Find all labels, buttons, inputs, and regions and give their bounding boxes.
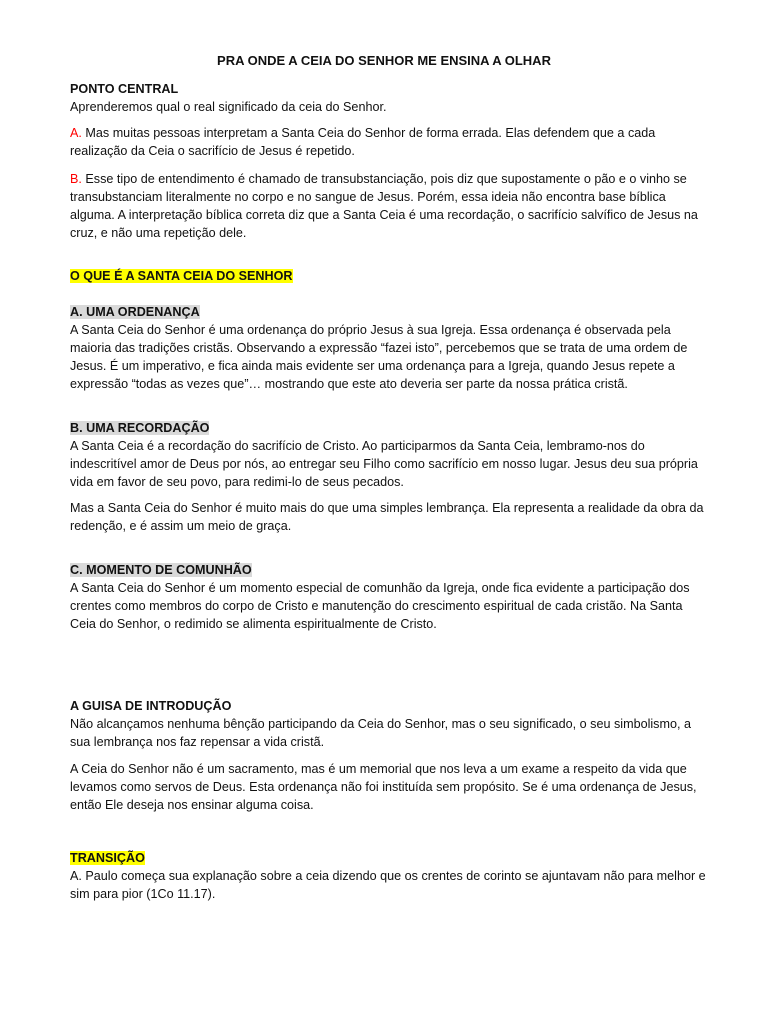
- ponto-central-heading: PONTO CENTRAL: [70, 82, 179, 96]
- section-main-heading: O QUE É A SANTA CEIA DO SENHOR: [70, 269, 293, 283]
- item-b-paragraph: [70, 170, 710, 242]
- item-b-text: Esse tipo de entendimento é chamado de transubstanciação, pois diz que supostamente o pão e o vinho se transubstanciam literalmente no corpo e no sangue de Jesus. Porém, essa ideia não encontra base bíblica alguma. A interpretação bíblica correta diz que a Santa Ceia é uma recordação, o sacrifício salvífico de Jesus na cruz, e não uma repetição dele.: [70, 172, 698, 240]
- transicao: [70, 849, 710, 903]
- section-b-heading: B. UMA RECORDAÇÃO: [70, 421, 210, 435]
- document-title: PRA ONDE A CEIA DO SENHOR ME ENSINA A OLHAR: [217, 53, 551, 68]
- section-b: [70, 419, 710, 491]
- section-c: [70, 561, 710, 633]
- introducao-text2: A Ceia do Senhor não é um sacramento, mas é um memorial que nos leva a um exame a respeito da vida que levamos como servos de Deus. Esta ordenança não foi instituída sem propósito. Se é uma ordenança de Jesus, então Ele deseja nos ensinar alguma coisa.: [70, 762, 697, 812]
- transicao-heading: TRANSIÇÃO: [70, 851, 145, 865]
- section-b-text2: Mas a Santa Ceia do Senhor é muito mais do que uma simples lembrança. Ela representa a realidade da obra da redenção, e é assim um meio de graça.: [70, 501, 704, 533]
- item-a-text: Mas muitas pessoas interpretam a Santa Ceia do Senhor de forma errada. Elas defendem que a cada realização da Ceia o sacrifício de Jesus é repetido.: [70, 126, 656, 158]
- section-b-continued: [70, 499, 710, 535]
- section-a-text: A Santa Ceia do Senhor é uma ordenança do próprio Jesus à sua Igreja. Essa ordenança é observada pela maioria das tradições cristãs. Observando a expressão “fazei isto”, percebemos que se trata de uma ordem de Jesus. É um imperativo, e fica ainda mais evidente ser uma ordenança para a Igreja, quando Jesus repete a expressão “todas as vezes que”… mostrando que este ato deveria ser parte da nossa prática cristã.: [70, 323, 688, 391]
- section-main: [70, 267, 710, 285]
- ponto-central-text: Aprenderemos qual o real significado da ceia do Senhor.: [70, 100, 387, 114]
- introducao-heading: A GUISA DE INTRODUÇÃO: [70, 699, 232, 713]
- transicao-text: A. Paulo começa sua explanação sobre a ceia dizendo que os crentes de corinto se ajuntavam não para melhor e sim para pior (1Co 11.17).: [70, 869, 706, 901]
- section-a: [70, 303, 710, 393]
- introducao: [70, 697, 710, 751]
- section-a-heading: A. UMA ORDENANÇA: [70, 305, 200, 319]
- section-c-heading: C. MOMENTO DE COMUNHÃO: [70, 563, 252, 577]
- introducao-continued: [70, 760, 710, 814]
- ponto-central-item-a: [70, 124, 710, 160]
- section-b-text1: A Santa Ceia é a recordação do sacrifício de Cristo. Ao participarmos da Santa Ceia, lembramo-nos do indescritível amor de Deus por nós, ao entregar seu Filho como sacrifício em nosso lugar. Jesus deu sua própria vida em favor de seu povo, para redimi-lo de seus pecados.: [70, 439, 698, 489]
- item-a-paragraph: [70, 124, 710, 160]
- ponto-central-item-b: [70, 170, 710, 242]
- item-a-letter: A.: [70, 126, 82, 140]
- item-b-letter: B.: [70, 172, 82, 186]
- section-c-text: A Santa Ceia do Senhor é um momento especial de comunhão da Igreja, onde fica evidente a participação dos crentes como membros do corpo de Cristo e manutenção do crescimento espiritual de cada cristão. Na Santa Ceia do Senhor, o redimido se alimenta espiritualmente de Cristo.: [70, 581, 690, 631]
- introducao-text1: Não alcançamos nenhuma bênção participando da Ceia do Senhor, mas o seu significado, o seu simbolismo, a sua lembrança nos faz repensar a vida cristã.: [70, 717, 691, 749]
- ponto-central-block: [70, 80, 710, 116]
